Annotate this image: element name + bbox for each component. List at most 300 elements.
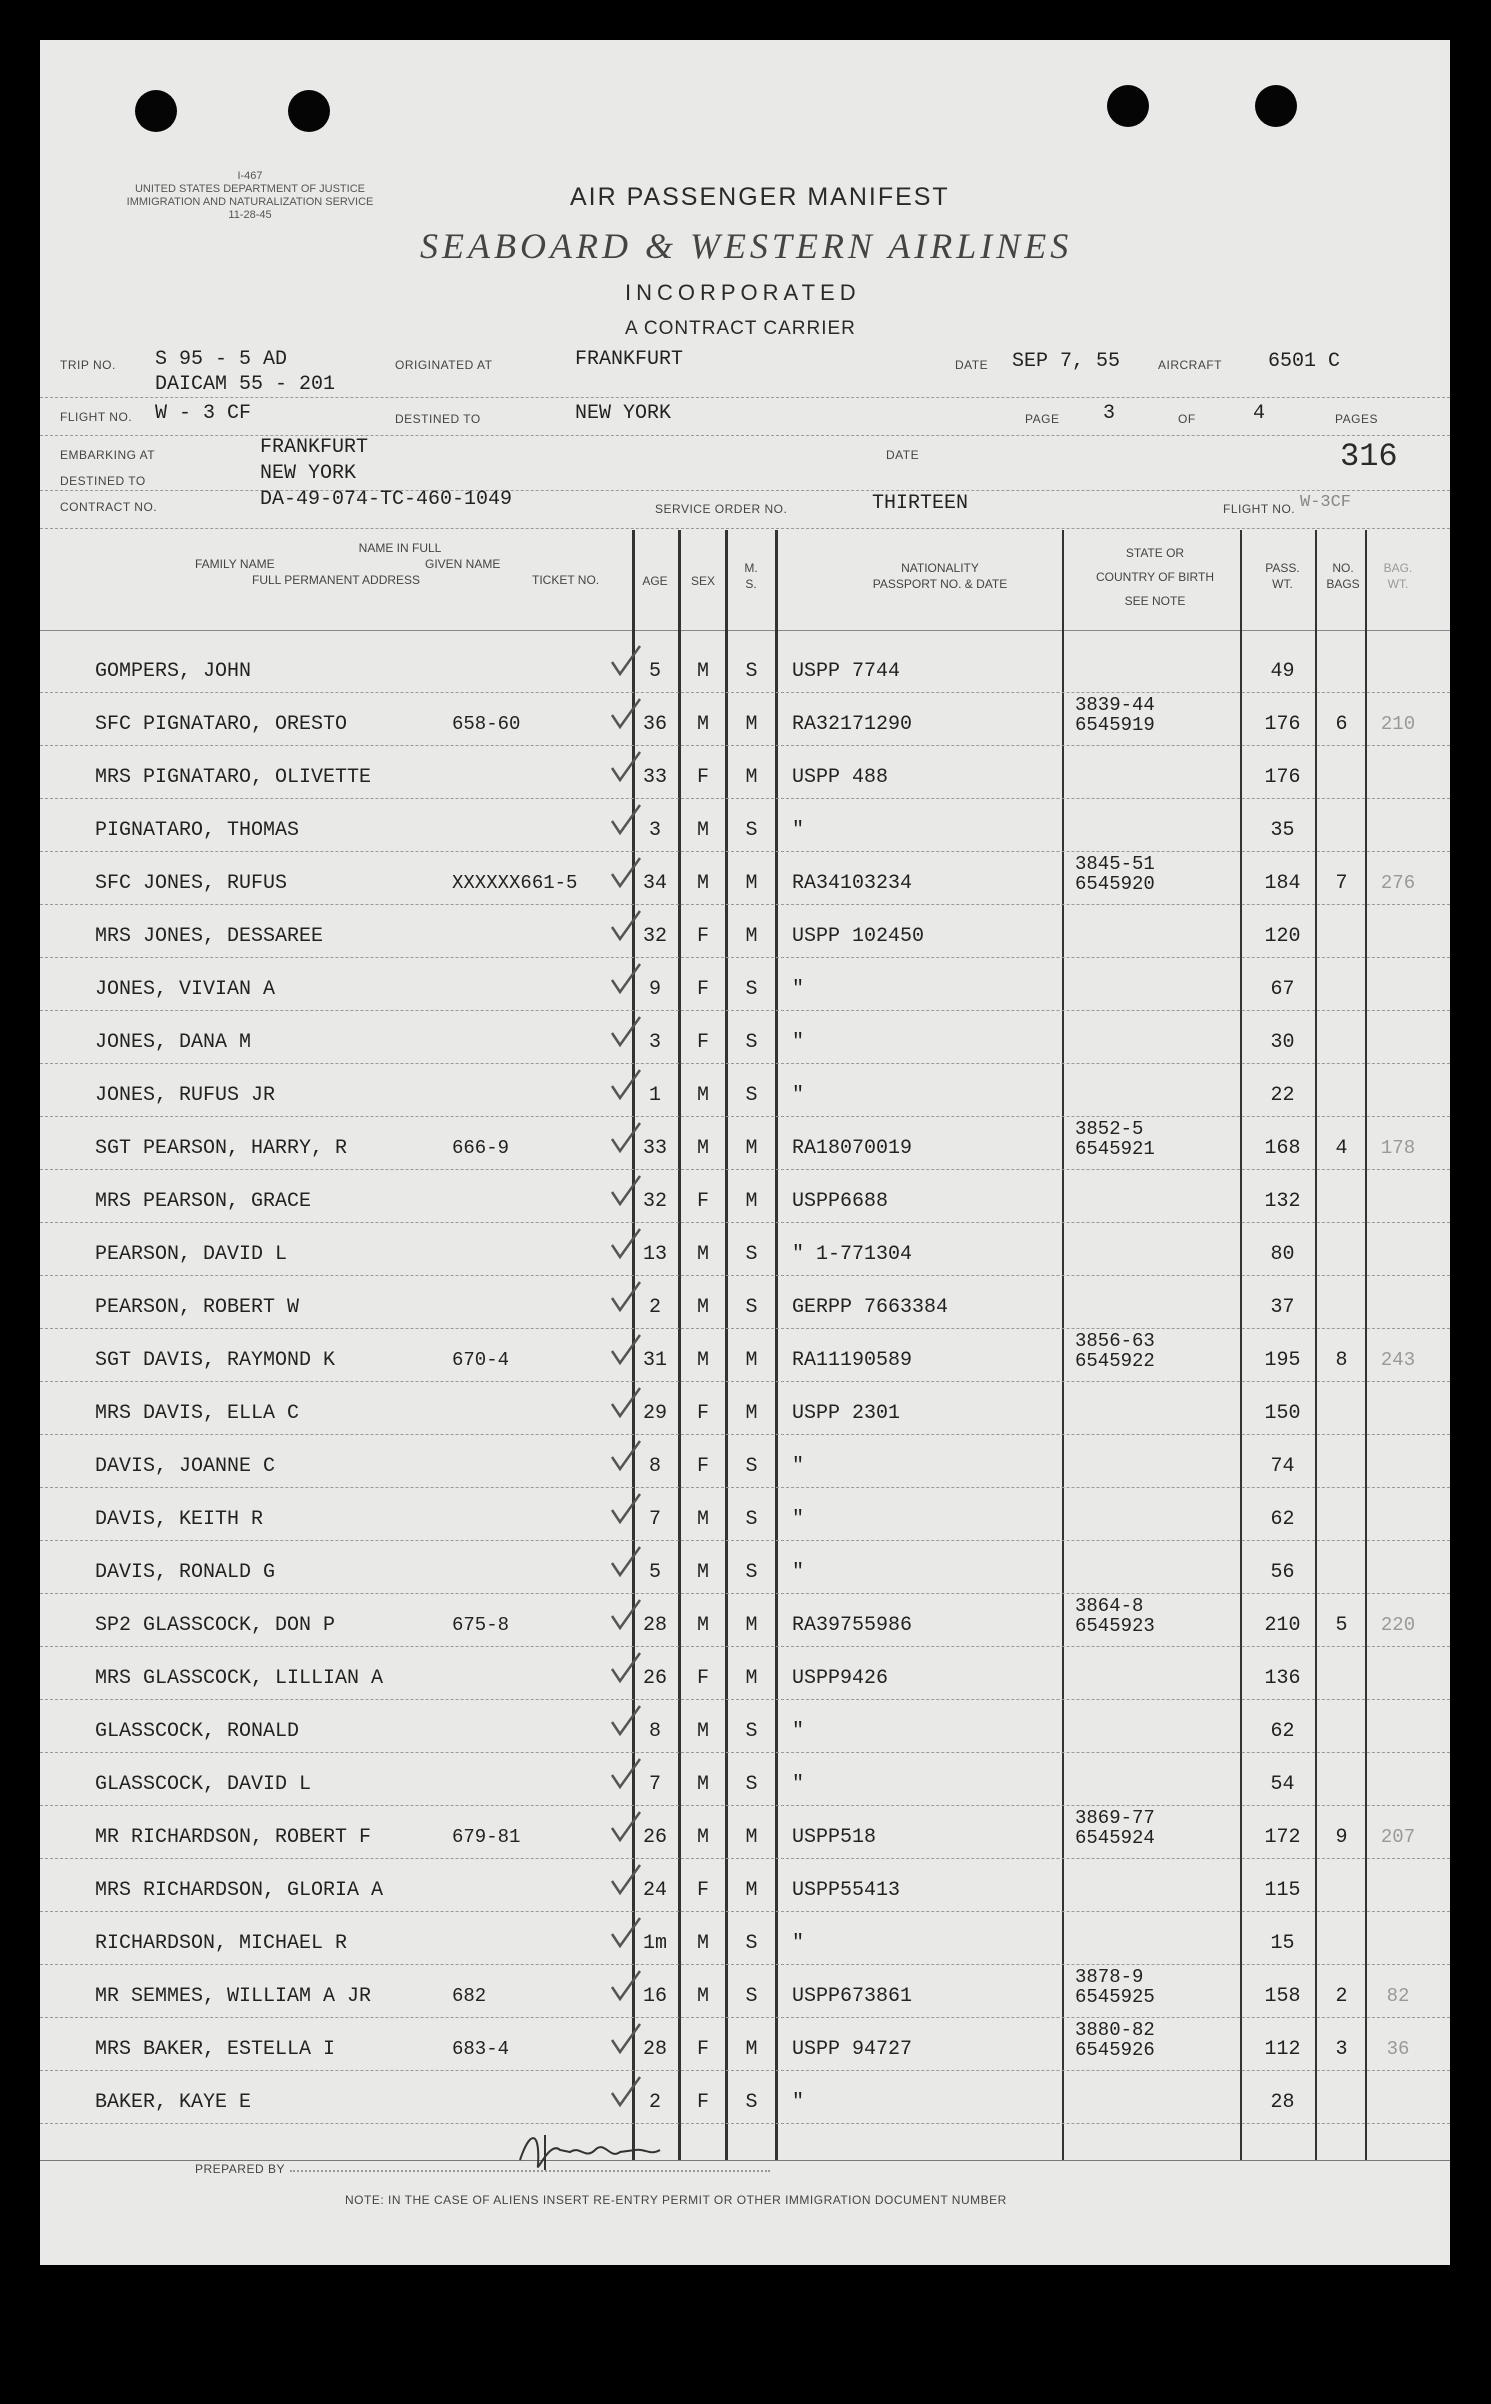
passenger-weight: 195 [1264,1349,1301,1372]
passenger-name: PEARSON, DAVID L [95,1243,288,1266]
passenger-weight: 30 [1270,1031,1295,1054]
passenger-weight: 80 [1270,1243,1295,1266]
trip-no-label: TRIP NO. [60,358,116,372]
marital-status: S [745,1773,758,1796]
passport: USPP 488 [792,766,889,789]
sex: M [696,1508,709,1531]
age: 34 [642,872,667,895]
state-line2: 6545926 [1075,2039,1155,2061]
passenger-name: SGT PEARSON, HARRY, R [95,1137,348,1160]
sex: F [696,766,709,789]
destined2-label: DESTINED TO [60,474,146,488]
col-age: AGE [642,574,668,588]
table-row [40,1541,1450,1594]
state-line1: 3856-63 [1075,1330,1155,1352]
passport: " [792,1084,805,1107]
signature-image [500,2120,680,2180]
table-row [40,1276,1450,1329]
sex: M [696,872,709,895]
passenger-name: MR SEMMES, WILLIAM A JR [95,1985,372,2008]
passenger-name: MRS DAVIS, ELLA C [95,1402,300,1425]
age: 31 [642,1349,667,1372]
contract-number: DA-49-074-TC-460-1049 [260,488,513,511]
passport: USPP6688 [792,1190,889,1213]
punch-hole [288,90,330,132]
rule [40,397,1450,398]
age: 26 [642,1667,667,1690]
passenger-name: DAVIS, KEITH R [95,1508,264,1531]
bag-count: 9 [1335,1826,1348,1849]
passport: RA18070019 [792,1137,913,1160]
passenger-weight: 132 [1264,1190,1301,1213]
age: 3 [648,819,661,842]
table-row [40,1912,1450,1965]
sex: M [696,1296,709,1319]
age: 29 [642,1402,667,1425]
incorporated-text: INCORPORATED [625,280,861,305]
table-row [40,1806,1450,1859]
trip-no-2: DAICAM 55 - 201 [155,373,336,396]
marital-status: S [745,2091,758,2114]
age: 24 [642,1879,667,1902]
passport: RA11190589 [792,1349,913,1372]
age: 1 [648,1084,661,1107]
age: 13 [642,1243,667,1266]
table-row [40,1329,1450,1382]
passenger-weight: 176 [1264,766,1301,789]
date-label: DATE [955,358,989,372]
sex: M [696,1243,709,1266]
passenger-name: GLASSCOCK, DAVID L [95,1773,312,1796]
age: 5 [648,1561,661,1584]
passenger-name: MRS GLASSCOCK, LILLIAN A [95,1667,384,1690]
marital-status: S [745,819,758,842]
col-given-name: GIVEN NAME [425,557,501,571]
sex: M [696,819,709,842]
sex: F [696,978,709,1001]
bag-count: 5 [1335,1614,1348,1637]
destined-to: NEW YORK [575,402,672,425]
marital-status: S [745,1243,758,1266]
passport: " 1-771304 [792,1243,913,1266]
table-row [40,799,1450,852]
passport: " [792,1932,805,1955]
table-row [40,746,1450,799]
age: 8 [648,1455,661,1478]
sex: M [696,713,709,736]
bag-count: 3 [1335,2038,1348,2061]
passenger-weight: 115 [1264,1879,1301,1902]
age: 32 [642,925,667,948]
col-bag-wt-l2: WT. [1387,577,1409,591]
flight-no2: W-3CF [1300,493,1352,512]
page-number: 3 [1103,402,1116,425]
col-sex: SEX [690,574,715,588]
marital-status: M [745,713,758,736]
bag-weight: 178 [1380,1137,1416,1159]
passenger-name: MR RICHARDSON, ROBERT F [95,1826,372,1849]
marital-status: S [745,1720,758,1743]
passport: " [792,1561,805,1584]
passport: " [792,1773,805,1796]
passport: GERPP 7663384 [792,1296,949,1319]
department-block [60,170,440,222]
bag-count: 6 [1335,713,1348,736]
table-row [40,2018,1450,2071]
prepared-by-label: PREPARED BY [195,2162,285,2176]
sex: M [696,1614,709,1637]
aircraft-label: AIRCRAFT [1158,358,1222,372]
marital-status: S [745,1932,758,1955]
passenger-weight: 176 [1264,713,1301,736]
table-row [40,1011,1450,1064]
flight-no-label: FLIGHT NO. [60,410,133,424]
sex: F [696,1402,709,1425]
date-value: SEP 7, 55 [1012,350,1121,373]
originated-at: FRANKFURT [575,348,684,371]
passenger-name: MRS PEARSON, GRACE [95,1190,312,1213]
sex: M [696,1084,709,1107]
passenger-name: BAKER, KAYE E [95,2091,252,2114]
marital-status: M [745,1190,758,1213]
rule [40,435,1450,436]
marital-status: M [745,1402,758,1425]
carrier-type: A CONTRACT CARRIER [625,318,856,339]
bag-count: 2 [1335,1985,1348,2008]
state-of-birth [1075,854,1155,894]
passport: USPP518 [792,1826,877,1849]
service-order: THIRTEEN [872,492,969,515]
department-line2: IMMIGRATION AND NATURALIZATION SERVICE [126,196,374,208]
col-pass-wt [1250,560,1315,592]
passenger-name: SFC JONES, RUFUS [95,872,288,895]
manifest-title: AIR PASSENGER MANIFEST [570,183,950,211]
table-row [40,1965,1450,2018]
table-row [40,1700,1450,1753]
bag-count: 7 [1335,872,1348,895]
airline-name: SEABOARD & WESTERN AIRLINES [420,226,1073,266]
age: 3 [648,1031,661,1054]
col-ms-l1: M. [744,561,758,575]
marital-status: M [745,1667,758,1690]
sex: M [696,1720,709,1743]
marital-status: S [745,1985,758,2008]
passenger-name: JONES, RUFUS JR [95,1084,276,1107]
passport: RA39755986 [792,1614,913,1637]
page-label: PAGE [1025,412,1060,426]
col-state [1065,545,1245,609]
ticket-number: 679-81 [452,1826,521,1848]
marital-status: M [745,1137,758,1160]
marital-status: S [745,1031,758,1054]
state-line2: 6545920 [1075,873,1155,895]
passenger-name: SP2 GLASSCOCK, DON P [95,1614,336,1637]
passenger-weight: 158 [1264,1985,1301,2008]
table-row [40,1223,1450,1276]
table-row [40,2071,1450,2124]
passport: " [792,1508,805,1531]
table-row [40,1382,1450,1435]
col-name-l1: NAME IN FULL [358,541,442,555]
table-row [40,640,1450,693]
age: 26 [642,1826,667,1849]
age: 28 [642,1614,667,1637]
bag-count: 4 [1335,1137,1348,1160]
table-row [40,1859,1450,1912]
punch-hole [1107,85,1149,127]
sex: M [696,1826,709,1849]
sex: M [696,660,709,683]
flight-no: W - 3 CF [155,402,252,425]
passenger-weight: 62 [1270,1508,1295,1531]
state-of-birth [1075,1808,1155,1848]
marital-status: M [745,1826,758,1849]
flight-no2-label: FLIGHT NO. [1223,502,1296,516]
col-ms-l2: S. [745,577,757,591]
ticket-number: 658-60 [452,713,521,735]
col-address: FULL PERMANENT ADDRESS [252,573,421,587]
state-line1: 3869-77 [1075,1807,1155,1829]
marital-status: S [745,1561,758,1584]
marital-status: S [745,1296,758,1319]
date2-label: DATE [886,448,920,462]
age: 16 [642,1985,667,2008]
table-row [40,1488,1450,1541]
passport: " [792,1455,805,1478]
state-line2: 6545919 [1075,714,1155,736]
marital-status: S [745,1084,758,1107]
state-line2: 6545921 [1075,1138,1155,1160]
age: 5 [648,660,661,683]
col-nationality-l1: NATIONALITY [901,561,979,575]
sex: F [696,925,709,948]
ticket-number: 682 [452,1985,487,2007]
passenger-name: MRS RICHARDSON, GLORIA A [95,1879,384,1902]
row-rule [40,2123,1450,2124]
passenger-weight: 150 [1264,1402,1301,1425]
table-row [40,1647,1450,1700]
passenger-name: MRS BAKER, ESTELLA I [95,2038,336,2061]
marital-status: S [745,1508,758,1531]
passenger-weight: 62 [1270,1720,1295,1743]
table-row [40,1435,1450,1488]
sex: F [696,1667,709,1690]
marital-status: S [745,1455,758,1478]
state-line2: 6545923 [1075,1615,1155,1637]
age: 9 [648,978,661,1001]
sex: F [696,1190,709,1213]
destined2-to: NEW YORK [260,462,357,485]
bag-weight: 276 [1380,872,1416,894]
footer-note: NOTE: IN THE CASE OF ALIENS INSERT RE-ENTRY PERMIT OR OTHER IMMIGRATION DOCUMENT NUMBER [345,2193,1007,2207]
passenger-weight: 54 [1270,1773,1295,1796]
passenger-weight: 112 [1264,2038,1301,2061]
passport: USPP55413 [792,1879,901,1902]
passenger-name: DAVIS, JOANNE C [95,1455,276,1478]
passport: " [792,1031,805,1054]
passenger-weight: 15 [1270,1932,1295,1955]
passenger-weight: 120 [1264,925,1301,948]
service-order-label: SERVICE ORDER NO. [655,502,788,516]
ticket-number: 683-4 [452,2038,510,2060]
table-row [40,958,1450,1011]
rule [40,490,1450,491]
state-line2: 6545925 [1075,1986,1155,2008]
bag-weight: 220 [1380,1614,1416,1636]
col-family-name: FAMILY NAME [195,557,275,571]
ticket-number: 670-4 [452,1349,510,1371]
passenger-weight: 136 [1264,1667,1301,1690]
bag-weight: 210 [1380,713,1416,735]
col-bags [1318,560,1368,592]
form-number: I-467 [237,170,263,182]
col-bag-wt [1368,560,1428,592]
table-row [40,1064,1450,1117]
passport: " [792,2091,805,2114]
col-state-l1: STATE OR [1125,546,1185,560]
age: 28 [642,2038,667,2061]
bag-count: 8 [1335,1349,1348,1372]
age: 33 [642,766,667,789]
aircraft-value: 6501 C [1268,350,1341,373]
state-of-birth [1075,1596,1155,1636]
passenger-name: PIGNATARO, THOMAS [95,819,300,842]
passenger-name: SGT DAVIS, RAYMOND K [95,1349,336,1372]
sex: M [696,1349,709,1372]
contract-label: CONTRACT NO. [60,500,158,514]
rule [40,528,1450,529]
marital-status: M [745,766,758,789]
age: 7 [648,1773,661,1796]
table-row [40,693,1450,746]
passenger-weight: 35 [1270,819,1295,842]
embarking-label: EMBARKING AT [60,448,156,462]
sex: M [696,1985,709,2008]
originated-label: ORIGINATED AT [395,358,493,372]
destined-label: DESTINED TO [395,412,481,426]
sex: F [696,2091,709,2114]
state-line2: 6545922 [1075,1350,1155,1372]
table-row [40,905,1450,958]
passport: " [792,978,805,1001]
col-name-header [140,540,660,588]
table-row [40,1170,1450,1223]
table-row [40,1117,1450,1170]
passenger-name: PEARSON, ROBERT W [95,1296,300,1319]
sex: F [696,2038,709,2061]
age: 1m [642,1932,667,1955]
state-line2: 6545924 [1075,1827,1155,1849]
passenger-weight: 67 [1270,978,1295,1001]
table-row [40,852,1450,905]
department-line3: 11-28-45 [228,209,272,221]
marital-status: S [745,978,758,1001]
bag-weight: 243 [1380,1349,1416,1371]
state-line1: 3852-5 [1075,1118,1144,1140]
manifest-sheet [40,40,1450,2265]
col-ticket: TICKET NO. [532,573,600,587]
passenger-name: GLASSCOCK, RONALD [95,1720,300,1743]
passenger-weight: 210 [1264,1614,1301,1637]
rule [40,630,1450,631]
col-bags-l2: BAGS [1326,577,1360,591]
passenger-weight: 37 [1270,1296,1295,1319]
passenger-name: MRS JONES, DESSAREE [95,925,324,948]
passenger-weight: 22 [1270,1084,1295,1107]
state-line1: 3878-9 [1075,1966,1144,1988]
marital-status: S [745,660,758,683]
passport: " [792,819,805,842]
passport: USPP 102450 [792,925,925,948]
state-of-birth [1075,1331,1155,1371]
col-state-l3: SEE NOTE [1124,594,1186,608]
marital-status: M [745,925,758,948]
bag-weight: 82 [1386,1985,1410,2007]
marital-status: M [745,1879,758,1902]
passenger-weight: 56 [1270,1561,1295,1584]
marital-status: M [745,1614,758,1637]
state-line1: 3839-44 [1075,694,1155,716]
passport: USPP 7744 [792,660,901,683]
table-row [40,1753,1450,1806]
passport: USPP9426 [792,1667,889,1690]
passenger-name: DAVIS, RONALD G [95,1561,276,1584]
passport: USPP673861 [792,1985,913,2008]
passenger-weight: 172 [1264,1826,1301,1849]
sex: F [696,1879,709,1902]
marital-status: M [745,872,758,895]
col-bags-l1: NO. [1332,561,1354,575]
passenger-weight: 184 [1264,872,1301,895]
sex: F [696,1455,709,1478]
department-line1: UNITED STATES DEPARTMENT OF JUSTICE [134,183,365,195]
passport: RA34103234 [792,872,913,895]
passenger-name: JONES, DANA M [95,1031,252,1054]
sex: M [696,1137,709,1160]
age: 2 [648,1296,661,1319]
table-row [40,1594,1450,1647]
age: 36 [642,713,667,736]
bag-weight: 207 [1380,1826,1416,1848]
passenger-weight: 28 [1270,2091,1295,2114]
age: 2 [648,2091,661,2114]
passport: " [792,1720,805,1743]
passenger-weight: 74 [1270,1455,1295,1478]
state-line1: 3864-8 [1075,1595,1144,1617]
age: 33 [642,1137,667,1160]
passport: USPP 94727 [792,2038,913,2061]
passenger-weight: 168 [1264,1137,1301,1160]
col-state-l2: COUNTRY OF BIRTH [1095,570,1214,584]
sex: M [696,1932,709,1955]
embarking-at: FRANKFURT [260,436,369,459]
col-pass-wt-l1: PASS. [1265,561,1300,575]
passenger-name: MRS PIGNATARO, OLIVETTE [95,766,372,789]
age: 8 [648,1720,661,1743]
of-label: OF [1178,412,1196,426]
passport: USPP 2301 [792,1402,901,1425]
passenger-name: SFC PIGNATARO, ORESTO [95,713,348,736]
state-line1: 3845-51 [1075,853,1155,875]
marital-status: M [745,1349,758,1372]
state-line1: 3880-82 [1075,2019,1155,2041]
manifest-number: 316 [1340,438,1398,475]
passenger-name: RICHARDSON, MICHAEL R [95,1932,348,1955]
ticket-number: XXXXXX661-5 [452,872,578,894]
sex: M [696,1561,709,1584]
bag-weight: 36 [1386,2038,1410,2060]
passenger-name: JONES, VIVIAN A [95,978,276,1001]
